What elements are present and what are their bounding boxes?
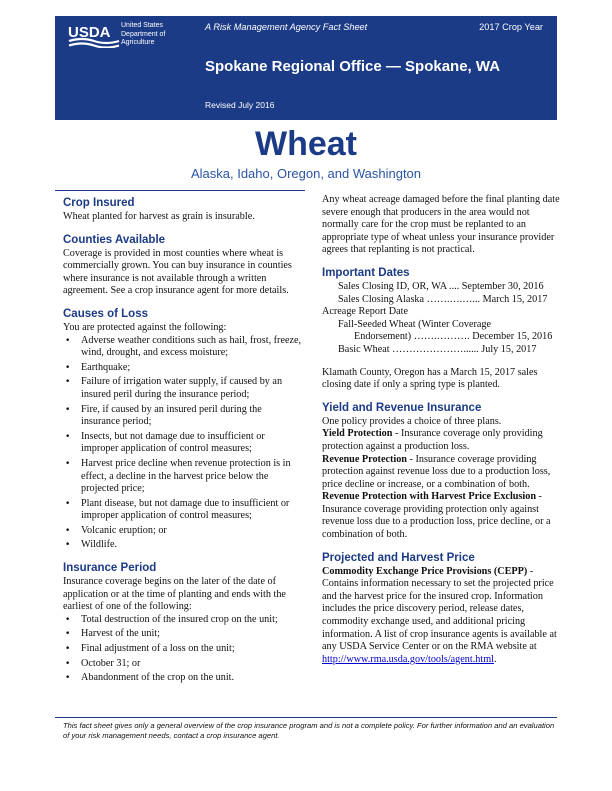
acreage-report-label: Acreage Report Date: [322, 306, 408, 318]
page-title: Wheat: [255, 125, 357, 163]
crop-year: 2017 Crop Year: [479, 22, 543, 32]
top-divider: [55, 190, 305, 191]
spacer: [322, 357, 562, 367]
counties-text: Coverage is provided in most counties where wheat is commercially grown. You can buy insurance in counties where insurance is not available through a written agreement. See a crop insurance agent for more details.: [63, 247, 292, 297]
footnote: This fact sheet gives only a general overview of the crop insurance program and is not a complete policy. For further information and an evaluation of your risk management needs, contact a crop insurance agent.: [63, 721, 555, 740]
fall-seeded-label: Fall-Seeded Wheat (Winter Coverage: [338, 318, 492, 330]
header-banner: [55, 16, 557, 120]
yield-revenue-intro: One policy provides a choice of three plans.: [322, 415, 502, 427]
usda-logo-text: USDA: [68, 24, 111, 41]
list-item: • Harvest price decline when revenue protection is in effect, a decline in the harvest price below the projected price;: [63, 458, 303, 496]
list-item: • Abandonment of the crop on the unit.: [63, 672, 303, 685]
klamath-note: Klamath County, Oregon has a March 15, 2017 sales closing date if only a spring type is planted.: [322, 366, 538, 391]
cepp-description: - Contains information necessary to set the projected price and the harvest price for the insured crop. Information includes the price discovery period, release dates, commodity exchange used, and additional pricing information. A list of crop insurance agents is available at any USDA Service Center or on the RMA website at: [322, 565, 557, 653]
list-item: • Fire, if caused by an insured peril during the insurance period;: [63, 404, 303, 429]
department-line: Department of: [121, 30, 166, 38]
projected-harvest-heading: Projected and Harvest Price: [322, 551, 475, 564]
causes-list: [63, 335, 303, 553]
cepp-text: [322, 566, 562, 667]
insurance-period-heading: Insurance Period: [63, 562, 157, 575]
insurance-period-intro: Insurance coverage begins on the later of the date of application or at the time of planting and ends with the earliest of one of the following:: [63, 576, 286, 613]
cepp-label: Commodity Exchange Price Provisions (CEPP): [322, 565, 528, 577]
list-item: • Failure of irrigation water supply, if caused by an insured peril during the insurance period;: [63, 376, 303, 401]
list-item: • Harvest of the unit;: [63, 628, 303, 641]
list-item: • Plant disease, but not damage due to insufficient or improper application of control measures;: [63, 498, 303, 523]
revenue-protection-hpe-plan: [322, 491, 562, 541]
agent-list-link[interactable]: http://www.rma.usda.gov/tools/agent.html: [322, 653, 494, 665]
department-line: Agriculture: [121, 39, 155, 46]
department-line: United States: [121, 22, 164, 29]
agency-line: A Risk Management Agency Fact Sheet: [205, 22, 368, 32]
crop-insured-text: Wheat planted for harvest as grain is insurable.: [63, 211, 255, 222]
important-dates-heading: Important Dates: [322, 266, 410, 279]
counties-heading: Counties Available: [63, 233, 166, 246]
plan-text: - Insurance coverage providing protection against revenue loss due to a production loss, price decline or increase, or a combination of both.: [322, 453, 551, 490]
basic-wheat-date: Basic Wheat …………………...... July 15, 2017: [338, 343, 537, 355]
list-item: • Volcanic eruption; or: [63, 525, 303, 538]
department-name: [121, 22, 165, 48]
cepp-end: .: [493, 653, 497, 665]
list-item: • Insects, but not damage due to insufficient or improper application of control measures;: [63, 431, 303, 456]
causes-intro: You are protected against the following:: [63, 321, 227, 333]
plan-text: - Insurance coverage only providing protection against a production loss.: [322, 428, 543, 452]
plan-label: Yield Protection: [322, 428, 393, 440]
list-item: • Final adjustment of a loss on the unit;: [63, 643, 303, 656]
list-item: • Total destruction of the insured crop on the unit;: [63, 614, 303, 627]
insurance-period-list: [63, 614, 303, 685]
replant-text: Any wheat acreage damaged before the final planting date severe enough that producers in the area would not normally care for the crop must be replanted to an appropriate type of wheat unless your insurance provider agrees that replanting is not practical.: [322, 194, 560, 256]
fall-seeded-date: Endorsement) …….………. December 15, 2016: [354, 331, 553, 343]
bottom-divider: [55, 717, 557, 718]
plan-label: Revenue Protection: [322, 453, 407, 465]
page-subtitle: Alaska, Idaho, Oregon, and Washington: [190, 166, 422, 181]
yield-revenue-heading: Yield and Revenue Insurance: [322, 401, 482, 414]
yield-protection-plan: [322, 428, 562, 453]
sales-closing-date: Sales Closing Alaska …….….…... March 15, 2017: [338, 293, 548, 305]
revised-date: Revised July 2016: [205, 100, 275, 110]
list-item: • Earthquake;: [63, 362, 303, 375]
list-item: • Adverse weather conditions such as hail, frost, freeze, wind, drought, and excess moisture;: [63, 335, 303, 360]
plan-text: - Insurance coverage providing protection only against revenue loss due to a production loss, price decline, or a combination of both.: [322, 491, 551, 541]
crop-insured-heading: Crop Insured: [63, 197, 135, 209]
left-column: [63, 196, 303, 687]
plan-label: Revenue Protection with Harvest Price Exclusion: [322, 491, 536, 503]
usda-logo-icon: [68, 22, 120, 48]
right-column: [322, 194, 562, 666]
revenue-protection-plan: [322, 454, 562, 492]
sales-closing-date: Sales Closing ID, OR, WA .... September 30, 2016: [338, 280, 544, 292]
list-item: • October 31; or: [63, 658, 303, 671]
causes-heading: Causes of Loss: [63, 307, 148, 320]
list-item: • Wildlife.: [63, 539, 303, 552]
important-dates-list: [322, 281, 562, 392]
office-title: Spokane Regional Office — Spokane, WA: [205, 58, 501, 75]
